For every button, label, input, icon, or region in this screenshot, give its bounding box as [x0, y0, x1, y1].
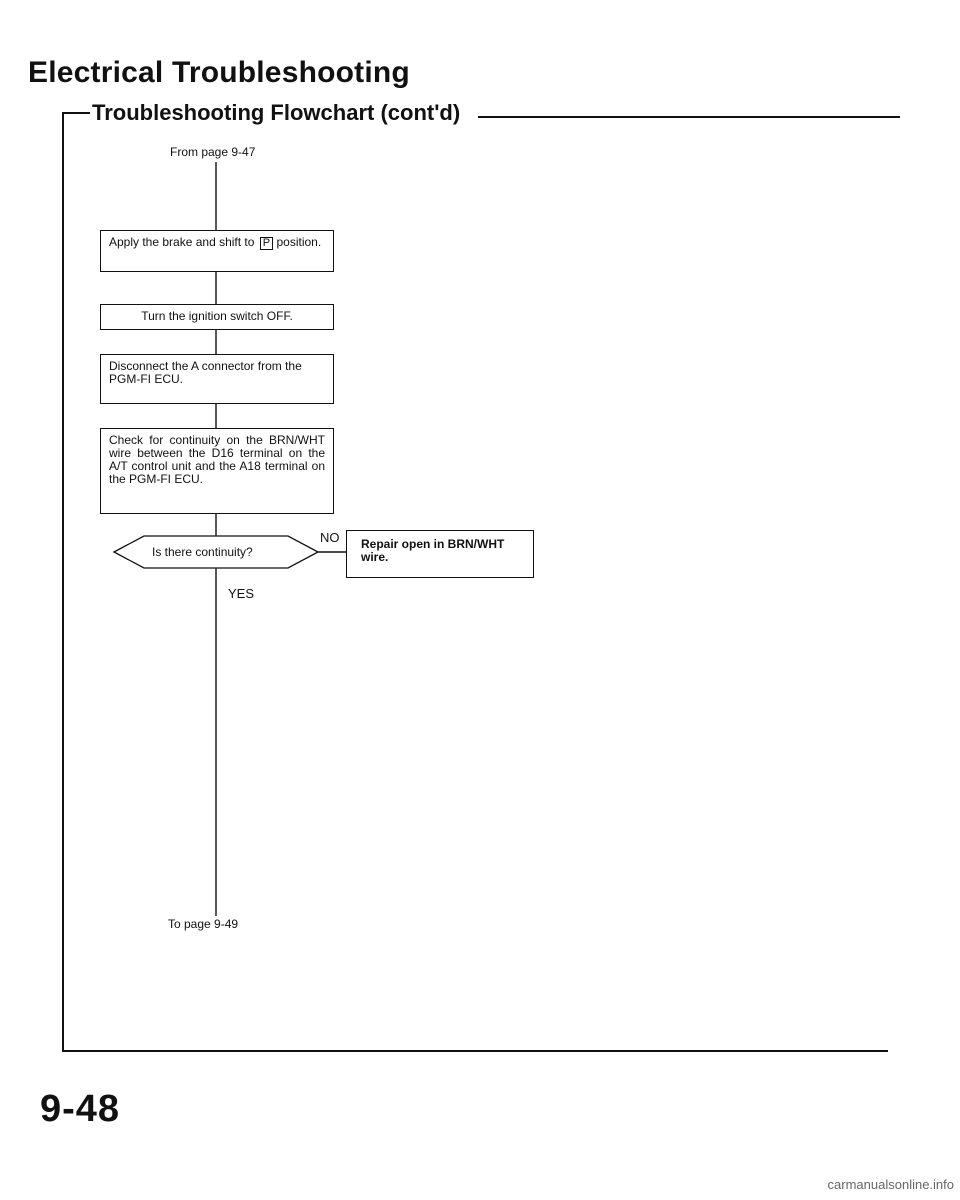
no-label: NO	[320, 530, 340, 545]
to-page-label: To page 9-49	[168, 917, 239, 931]
flow-step-1-text: Apply the brake and shift to	[109, 235, 255, 249]
flow-step-apply-brake	[100, 230, 334, 272]
flow-step-1-text-after: position.	[276, 235, 322, 249]
flow-step-4-text: Check for continuity on the BRN/WHT wire between the D16 terminal on the A/T control unit and the A18 terminal on the PGM-FI ECU.	[109, 433, 325, 486]
from-page-label: From page 9-47	[170, 145, 256, 159]
flow-step-disconnect-connector	[100, 354, 334, 404]
flow-action-repair-open	[346, 530, 534, 578]
yes-label: YES	[228, 586, 255, 601]
flow-step-check-continuity	[100, 428, 334, 514]
flow-step-2-text: Turn the ignition switch OFF.	[141, 309, 293, 323]
flow-step-3-text: Disconnect the A connector from the PGM-FI ECU.	[109, 359, 302, 386]
flow-step-ignition-off	[100, 304, 334, 330]
watermark-text: carmanualsonline.info	[827, 1177, 954, 1192]
section-title: Troubleshooting Flowchart (cont'd)	[92, 100, 461, 125]
page-title: Electrical Troubleshooting	[28, 56, 410, 89]
page-number: 9-48	[40, 1088, 121, 1130]
repair-action-text: Repair open in BRN/WHT wire.	[361, 537, 505, 564]
decision-text: Is there continuity?	[152, 545, 253, 559]
park-position-key: P	[260, 237, 273, 250]
